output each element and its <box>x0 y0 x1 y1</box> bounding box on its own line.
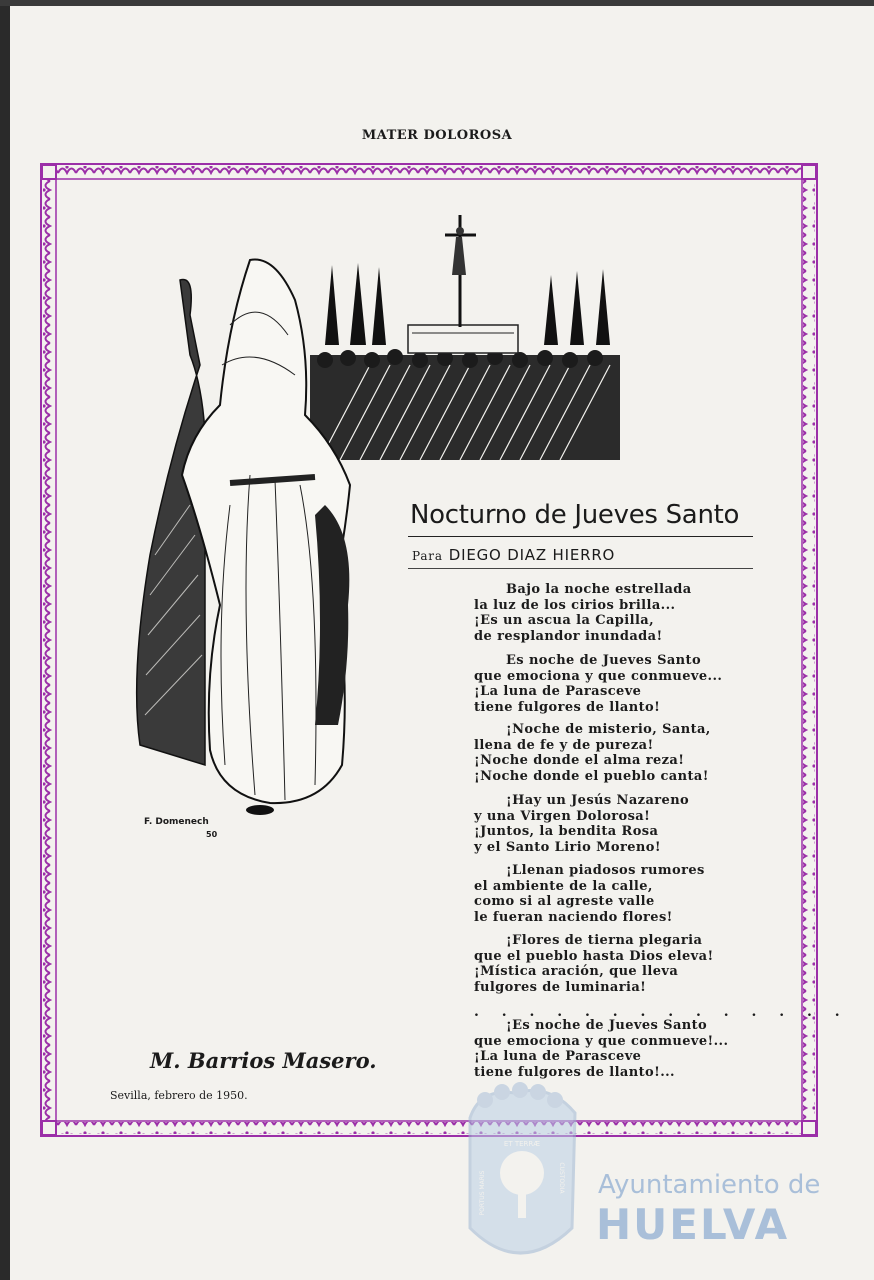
paso-with-crucifix <box>408 215 518 353</box>
watermark-line1: Ayuntamiento de <box>598 1170 821 1200</box>
verse-line: ¡La luna de Parasceve <box>474 1049 642 1064</box>
poem-author: M. Barrios Masero. <box>150 1048 377 1073</box>
verse-line: ¡La luna de Parasceve <box>474 684 642 699</box>
left-nazarene-figure <box>137 279 206 765</box>
verse-line: le fueran naciendo flores! <box>474 909 673 925</box>
verse-line: Bajo la noche estrellada <box>506 582 692 597</box>
stanza-6 <box>474 933 714 995</box>
verse-line: ¡Llenan piadosos rumores <box>506 863 705 878</box>
poem-dedication: Para DIEGO DIAZ HIERRO <box>412 546 616 564</box>
verse-line: que emociona y que conmueve... <box>474 668 723 684</box>
poem-place-date: Sevilla, febrero de 1950. <box>110 1089 248 1102</box>
page-top-edge <box>0 0 874 6</box>
poem-title: Nocturno de Jueves Santo <box>410 500 740 530</box>
verse-line: y el Santo Lirio Moreno! <box>474 839 661 855</box>
title-rule <box>408 536 753 537</box>
svg-text:CUSTODIA: CUSTODIA <box>558 1162 565 1194</box>
verse-line: ¡Es un ascua la Capilla, <box>474 613 655 628</box>
page-header: MATER DOLOROSA <box>361 128 513 143</box>
verse-line: la luz de los cirios brilla... <box>474 597 676 613</box>
stanza-separator: . . . . . . . . . . . . . . <box>474 1004 849 1020</box>
verse-line: ¡Mística aración, que lleva <box>474 964 679 979</box>
verse-line: el ambiente de la calle, <box>474 878 653 894</box>
svg-text:PORTUS MARIS: PORTUS MARIS <box>479 1170 486 1216</box>
verse-line: de resplandor inundada! <box>474 628 663 644</box>
stanza-5 <box>474 863 705 925</box>
verse-line: ¡Noche donde el alma reza! <box>474 753 685 768</box>
verse-line: que el pueblo hasta Dios eleva! <box>474 948 714 964</box>
dedication-rule <box>408 568 753 569</box>
verse-line: ¡Hay un Jesús Nazareno <box>506 793 690 808</box>
procession-crowd <box>310 355 620 460</box>
stanza-2 <box>474 653 722 715</box>
verse-line: ¡Juntos, la bendita Rosa <box>474 824 659 839</box>
artist-signature: F. Domenech 50 <box>144 817 218 839</box>
verse-line: como si al agreste valle <box>474 894 655 909</box>
verse-line: ¡Noche donde el pueblo canta! <box>474 768 709 784</box>
verse-line: tiene fulgores de llanto!... <box>474 1064 675 1080</box>
stanza-4 <box>474 793 689 855</box>
verse-line: Es noche de Jueves Santo <box>506 653 702 668</box>
verse-line: ¡Flores de tierna plegaria <box>506 933 703 948</box>
verse-line: y una Virgen Dolorosa! <box>474 808 651 824</box>
verse-line: llena de fe y de pureza! <box>474 737 654 753</box>
stanza-1 <box>474 582 692 644</box>
verse-line: ¡Es noche de Jueves Santo <box>506 1018 708 1033</box>
verse-line: que emociona y que conmueve!... <box>474 1033 729 1049</box>
verse-line: ¡Noche de misterio, Santa, <box>506 722 711 737</box>
svg-text:ET TERRÆ: ET TERRÆ <box>503 1140 541 1148</box>
verse-line: tiene fulgores de llanto! <box>474 699 661 715</box>
verse-line: fulgores de luminaria! <box>474 979 647 995</box>
stanza-3 <box>474 722 711 784</box>
page-binding-edge <box>0 0 10 1280</box>
watermark-line2: HUELVA <box>596 1200 790 1249</box>
stanza-final <box>474 1018 728 1080</box>
